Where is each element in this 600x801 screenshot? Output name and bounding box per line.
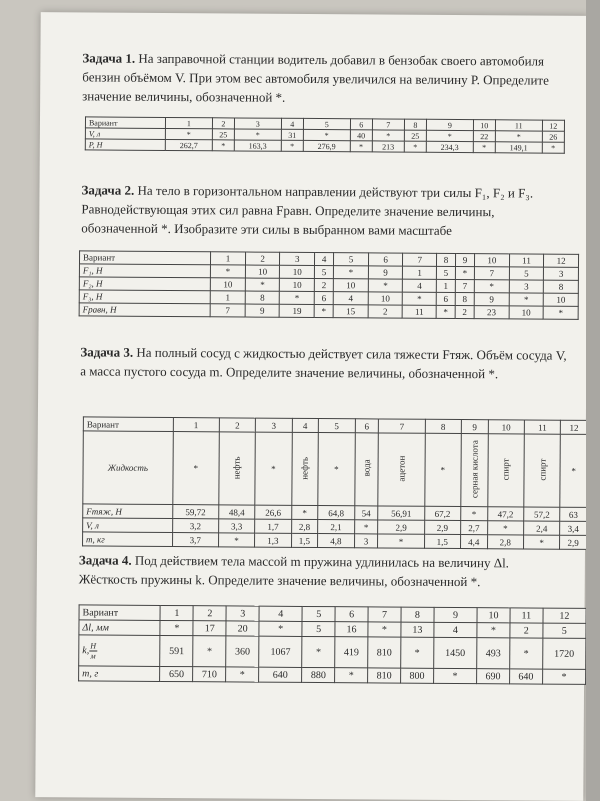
table-cell: 2 (368, 305, 403, 318)
table-cell: * (510, 638, 543, 669)
table-cell: 493 (477, 638, 510, 669)
table-cell (461, 434, 488, 507)
table-cell: * (193, 636, 226, 667)
table-cell: 20 (226, 621, 259, 636)
table-cell: * (234, 129, 281, 140)
table-cell: 4,4 (460, 535, 487, 549)
unit-numerator: Н (90, 640, 97, 650)
table-cell: 1 (210, 291, 245, 304)
table-cell: * (334, 266, 369, 279)
table-cell: 3 (509, 280, 544, 293)
table-cell: 2,9 (560, 535, 587, 549)
table-cell: 9 (245, 304, 280, 317)
table-cell: 3,4 (560, 521, 587, 535)
table-cell: * (354, 520, 378, 534)
table-cell: 8 (455, 292, 474, 305)
table-cell: * (474, 280, 509, 293)
table-cell: 11 (524, 420, 560, 434)
table-cell: 2 (212, 118, 234, 129)
table-cell: 7 (474, 267, 509, 280)
table-cell (219, 432, 256, 505)
table-cell: 2,4 (524, 521, 560, 535)
task-4-table (78, 604, 587, 685)
table-cell: 10 (245, 265, 280, 278)
table-cell: 4 (403, 279, 437, 292)
table-cell: 7 (210, 304, 245, 317)
table-cell: 40 (350, 130, 372, 141)
table-cell: Вариант (79, 251, 210, 265)
liquid-name: нефть (231, 456, 243, 479)
table-cell: 6 (335, 607, 368, 622)
table-cell: 1450 (434, 637, 477, 668)
table-cell: * (281, 140, 303, 151)
table-cell: 2 (219, 418, 255, 432)
table-cell: V, л (83, 518, 173, 533)
table-cell: 2 (245, 252, 280, 265)
table-cell: * (335, 668, 368, 683)
task-3 (80, 342, 568, 383)
table-cell: 56,91 (378, 506, 424, 520)
table-cell: 19 (280, 304, 315, 317)
table-cell: 10 (368, 292, 403, 305)
table-cell: * (378, 534, 424, 548)
table-cell: 640 (509, 669, 542, 684)
table-cell: 2 (455, 305, 474, 318)
table-cell: 276,9 (303, 140, 350, 151)
table-cell: 5 (436, 266, 455, 279)
table-cell: * (160, 620, 193, 635)
table-cell: F₂, Н (79, 277, 210, 291)
table-cell: 15 (333, 305, 368, 318)
table-cell: 8 (544, 280, 579, 293)
unit-fraction (89, 641, 97, 660)
table-cell: * (455, 266, 474, 279)
table-cell: * (473, 142, 495, 153)
table-cell: 6 (314, 292, 333, 305)
table-cell: F₁, Н (79, 264, 210, 278)
table-cell: 10 (473, 120, 495, 131)
table-cell: Вариант (79, 605, 161, 621)
table-cell: 7 (368, 607, 401, 622)
table-cell: 10 (477, 608, 510, 623)
liquid-name: * (334, 464, 339, 475)
table-cell: 1,5 (424, 534, 460, 548)
task-1-title: Задача 1. (82, 50, 136, 66)
table-row (79, 666, 586, 685)
task-2-text: На тело в горизонтальном направлении действуют три силы F₁, F₂ и F₃. Равнодействующая этих сил равна Fравн. Определите значение величины, обозначенной *. Изобразите эти силы в выбранном вами масштабе (81, 182, 534, 238)
table-cell (487, 434, 524, 507)
liquid-name: серная кислота (469, 440, 480, 499)
table-cell: 12 (543, 608, 586, 623)
table-cell: 12 (561, 420, 588, 434)
table-row (79, 303, 578, 319)
table-cell: 4 (281, 118, 303, 129)
table-cell: 8 (401, 607, 434, 622)
table-cell: 26,6 (255, 505, 291, 519)
liquid-name: спирт (537, 458, 548, 481)
table-cell: 3 (354, 534, 378, 548)
table-cell: * (302, 636, 335, 667)
table-cell: 25 (404, 130, 426, 141)
table-cell (560, 434, 587, 507)
table-cell: * (314, 305, 333, 318)
table-cell: 2,1 (318, 520, 354, 534)
table-cell: 3 (226, 606, 259, 621)
table-cell: 47,2 (487, 507, 523, 521)
table-cell: 16 (335, 622, 368, 637)
table-cell: 710 (193, 667, 226, 682)
table-cell: * (401, 637, 434, 668)
background-edge (586, 0, 600, 801)
table-cell: 419 (335, 637, 368, 668)
table-cell: 591 (160, 635, 193, 666)
table-cell: 650 (160, 666, 193, 681)
table-cell: 10 (544, 293, 579, 306)
table-cell: 8 (404, 119, 426, 130)
liquid-name: ацетон (396, 455, 407, 482)
table-cell: 6 (355, 419, 379, 433)
table-cell: 640 (259, 667, 302, 682)
table-cell: 2,9 (378, 520, 424, 534)
table-cell (378, 433, 425, 506)
table-cell: 213 (372, 141, 404, 152)
table-cell: 4,8 (318, 534, 354, 548)
liquid-name: спирт (500, 458, 511, 481)
table-cell: 1,7 (255, 519, 291, 533)
table-cell: 3,2 (172, 519, 218, 533)
table-cell: 10 (333, 279, 368, 292)
table-cell: 1 (173, 418, 219, 432)
table-cell: 810 (368, 668, 401, 683)
task-2-title: Задача 2. (81, 182, 135, 198)
table-cell: 3 (255, 418, 291, 432)
table-cell: 3,3 (218, 519, 254, 533)
table-cell: * (372, 130, 404, 141)
table-cell: 63 (560, 507, 587, 521)
row-label: k, (82, 644, 90, 656)
table-cell: 1 (403, 266, 437, 279)
liquid-name: нефть (299, 456, 310, 480)
table-cell: * (368, 622, 401, 637)
task-4-title: Задача 4. (78, 552, 132, 568)
table-cell: * (280, 291, 315, 304)
table-cell: 9 (474, 293, 509, 306)
table-cell (354, 433, 378, 506)
table-cell: F₃, Н (79, 290, 210, 304)
table-cell: 880 (302, 667, 335, 682)
table-cell: * (542, 669, 585, 684)
table-cell: * (495, 131, 542, 142)
table-cell: * (226, 667, 259, 682)
table-cell: 5 (509, 267, 544, 280)
table-cell: * (211, 265, 246, 278)
table-cell: Δl, мм (79, 620, 161, 636)
table-cell (318, 433, 355, 506)
table-cell: 7 (379, 419, 425, 433)
table-cell: * (218, 533, 254, 547)
table-cell: 8 (425, 419, 461, 433)
table-cell: 5 (302, 606, 335, 621)
table-cell: 10 (211, 278, 246, 291)
table-cell: 6 (350, 119, 372, 130)
liquid-name: * (271, 463, 276, 474)
table-cell: 4 (259, 606, 302, 621)
table-cell: 149,1 (495, 142, 542, 153)
table-cell: * (487, 521, 523, 535)
table-cell: * (350, 141, 372, 152)
table-cell: 9 (434, 607, 477, 622)
task-3-title: Задача 3. (80, 344, 134, 360)
table-cell: * (303, 129, 350, 140)
task-3-text: На полный сосуд с жидкостью действует сила тяжести Fтяж. Объём сосуда V, а масса пустого сосуда m. Определите значение величины, обозначенной *. (80, 344, 567, 382)
table-cell: 25 (212, 129, 234, 140)
table-cell: 9 (461, 420, 488, 434)
table-cell: 59,72 (172, 505, 218, 519)
table-cell (255, 432, 292, 505)
table-cell: 8 (245, 291, 280, 304)
task-1-text: На заправочной станции водитель добавил в бензобак своего автомобиля бензин объёмом V. При этом вес автомобиля увеличился на величину P. Определите значение величины, обозначенной *. (82, 50, 549, 105)
table-cell (291, 432, 318, 505)
liquid-name: * (193, 463, 199, 474)
table-cell: 4 (315, 253, 334, 266)
table-cell: 7 (372, 119, 404, 130)
table-cell: 5 (302, 621, 335, 636)
table-cell: 2,9 (424, 520, 460, 534)
table-cell: 12 (542, 120, 564, 131)
table-cell: * (523, 535, 559, 549)
table-cell: 1720 (542, 638, 585, 669)
table-cell: * (368, 279, 403, 292)
table-cell: 3,7 (172, 533, 218, 547)
table-cell: * (403, 292, 437, 305)
unit-denominator: м (90, 650, 96, 660)
table-cell: * (543, 306, 578, 319)
table-cell: 690 (477, 669, 510, 684)
table-cell: m, г (79, 666, 161, 682)
table-cell: 1,3 (255, 533, 291, 547)
table-cell: 3 (280, 252, 315, 265)
table-cell (524, 434, 561, 507)
table-cell: 1 (165, 117, 212, 128)
table-cell: V, л (85, 128, 165, 140)
table-cell: 4 (333, 292, 368, 305)
table-cell: * (291, 505, 318, 519)
paper-sheet (35, 12, 588, 801)
table-cell: 54 (354, 506, 378, 520)
table-cell: 3 (544, 267, 579, 280)
table-cell: 7 (455, 279, 474, 292)
table-cell (172, 432, 219, 505)
table-cell: 26 (542, 131, 564, 142)
table-cell: 10 (509, 306, 544, 319)
table-cell: 360 (226, 636, 259, 667)
table-cell: 6 (368, 253, 403, 266)
table-cell: * (426, 130, 473, 141)
table-cell: 10 (280, 265, 315, 278)
table-cell: 800 (401, 668, 434, 683)
liquid-name: вода (361, 459, 372, 477)
table-cell: 2 (193, 606, 226, 621)
table-cell: 2 (510, 623, 543, 638)
table-cell: 17 (193, 621, 226, 636)
table-row (85, 139, 564, 153)
task-1 (82, 48, 570, 108)
table-cell: 9 (426, 119, 473, 130)
task-2-table (79, 250, 579, 319)
table-cell: 234,3 (426, 141, 473, 152)
table-cell: 1067 (259, 636, 302, 667)
table-cell: 1 (160, 605, 193, 620)
table-cell: 2 (314, 279, 333, 292)
table-cell: 11 (495, 120, 542, 131)
table-cell: 1 (211, 252, 246, 265)
task-3-table (82, 416, 588, 550)
table-cell: 48,4 (218, 505, 254, 519)
table-cell: 64,8 (318, 506, 354, 520)
table-cell: 4 (292, 418, 319, 432)
table-cell: 10 (475, 254, 510, 267)
table-cell: * (509, 293, 544, 306)
table-cell: Fравн, Н (79, 303, 210, 317)
table-cell: * (477, 623, 510, 638)
task-1-table (85, 116, 565, 153)
table-cell: 31 (281, 129, 303, 140)
table-cell: 2,8 (487, 535, 523, 549)
liquid-name: * (571, 465, 576, 476)
table-cell: 11 (403, 305, 437, 318)
table-cell: * (433, 668, 476, 683)
table-cell: 1,5 (291, 533, 318, 547)
table-cell: 5 (334, 253, 369, 266)
table-cell: 13 (401, 622, 434, 637)
table-cell: * (259, 621, 302, 636)
table-cell: 9 (455, 253, 474, 266)
table-cell: 163,3 (234, 140, 281, 151)
table-cell: 5 (303, 118, 350, 129)
table-cell: 11 (510, 608, 543, 623)
table-cell: 262,7 (165, 139, 212, 150)
task-4-text: Под действием тела массой m пружина удлинилась на величину Δl. Жёсткость пружины k. Определите значение величины, обозначенной *. (78, 552, 510, 590)
table-cell: 3 (234, 118, 281, 129)
table-cell: 4 (434, 622, 477, 637)
table-cell: 57,2 (524, 507, 560, 521)
table-cell: 6 (436, 292, 455, 305)
table-cell: * (404, 141, 426, 152)
table-row (79, 635, 586, 670)
table-cell: * (212, 140, 234, 151)
table-row (83, 532, 587, 550)
table-cell: 11 (509, 254, 544, 267)
table-cell: Жидкость (83, 431, 173, 505)
table-cell: 12 (544, 254, 579, 267)
table-cell: Вариант (85, 117, 165, 129)
table-cell: 9 (368, 266, 403, 279)
table-cell (79, 635, 161, 667)
table-cell: 22 (473, 131, 495, 142)
table-cell: 67,2 (424, 506, 460, 520)
table-cell: 10 (280, 278, 315, 291)
table-row-liquid (83, 431, 587, 508)
table-cell: P, Н (85, 139, 165, 151)
table-cell: 5 (543, 623, 586, 638)
task-4 (79, 550, 567, 591)
table-cell: 1 (436, 279, 455, 292)
table-cell: * (165, 128, 212, 139)
table-cell: * (436, 305, 455, 318)
table-cell: 5 (318, 419, 354, 433)
table-cell: 2,8 (291, 519, 318, 533)
table-cell: m, кг (83, 532, 173, 547)
table-cell: 23 (474, 306, 509, 319)
task-2 (81, 180, 569, 240)
table-cell: 5 (315, 266, 334, 279)
table-cell: Вариант (83, 417, 173, 432)
table-cell: 2,7 (461, 521, 488, 535)
table-cell (424, 433, 461, 506)
table-cell: * (245, 278, 280, 291)
table-cell: Fтяж, Н (83, 504, 173, 519)
table-cell: * (542, 142, 564, 153)
table-cell: 10 (488, 420, 524, 434)
table-cell: 810 (368, 637, 401, 668)
table-cell: 7 (403, 253, 437, 266)
table-cell: 8 (436, 253, 455, 266)
liquid-name: * (440, 464, 446, 475)
table-cell: * (461, 507, 488, 521)
